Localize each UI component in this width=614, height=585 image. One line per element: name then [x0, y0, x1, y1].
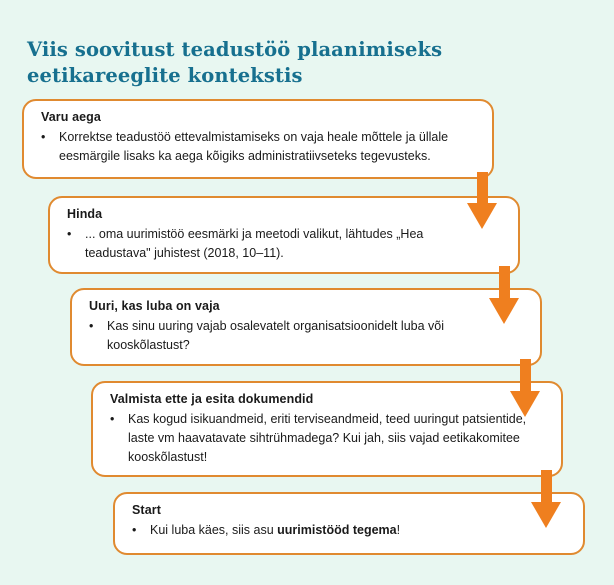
bullet-icon: •	[132, 523, 137, 537]
arrow-step3-to-step4	[498, 359, 552, 417]
arrow-step4-to-step5	[519, 470, 573, 528]
step-box-5	[113, 492, 585, 555]
arrow-head-icon	[467, 203, 497, 229]
step-body-5	[132, 521, 553, 540]
step-body-1	[41, 128, 462, 166]
bullet-icon: •	[89, 319, 94, 333]
arrow-stem	[520, 359, 531, 391]
step-box-2	[48, 196, 520, 274]
step-box-3	[70, 288, 542, 366]
step-text-3: Kas sinu uuring vajab osalevatelt organisatsioonidelt luba või kooskõlastust?	[107, 319, 445, 352]
arrow-head-icon	[531, 502, 561, 528]
arrow-step2-to-step3	[477, 266, 531, 324]
step-body-2	[67, 225, 488, 263]
arrow-head-icon	[489, 298, 519, 324]
arrow-stem	[499, 266, 510, 298]
step-box-1	[22, 99, 494, 179]
bullet-icon: •	[41, 130, 46, 144]
step-box-4	[91, 381, 563, 477]
arrow-step1-to-step2	[455, 172, 509, 229]
step-body-3	[89, 317, 510, 355]
step-title-5: Start	[132, 503, 161, 517]
bullet-icon: •	[110, 412, 115, 426]
step-text-2: ... oma uurimistöö eesmärki ja meetodi valikut, lähtudes „Hea teadustava" juhistest (2018, 10–11).	[85, 227, 424, 260]
step-title-4: Valmista ette ja esita dokumendid	[110, 392, 314, 406]
step-text-1: Korrektse teadustöö ettevalmistamiseks on vaja heale mõttele ja üllale eesmärgile lisaks ka aega kõigiks administratiivseteks tegevusteks.	[59, 130, 449, 163]
arrow-head-icon	[510, 391, 540, 417]
arrow-stem	[541, 470, 552, 502]
bullet-icon: •	[67, 227, 72, 241]
step-text-4: Kas kogud isikuandmeid, eriti terviseandmeid, teed uuringut patsientide, laste vm haavatavate sihtrühmadega? Kui jah, siis vajad eetikakomitee kooskõlastust!	[128, 412, 527, 464]
step-text-5: Kui luba käes, siis asu uurimistööd tegema!	[150, 523, 401, 537]
step-body-4	[110, 410, 531, 467]
step-title-1: Varu aega	[41, 110, 101, 124]
step-title-3: Uuri, kas luba on vaja	[89, 299, 220, 313]
arrow-stem	[477, 172, 488, 203]
page-title: Viis soovitust teadustöö plaanimiseks eetikareeglite kontekstis	[27, 38, 443, 88]
step-title-2: Hinda	[67, 207, 103, 221]
